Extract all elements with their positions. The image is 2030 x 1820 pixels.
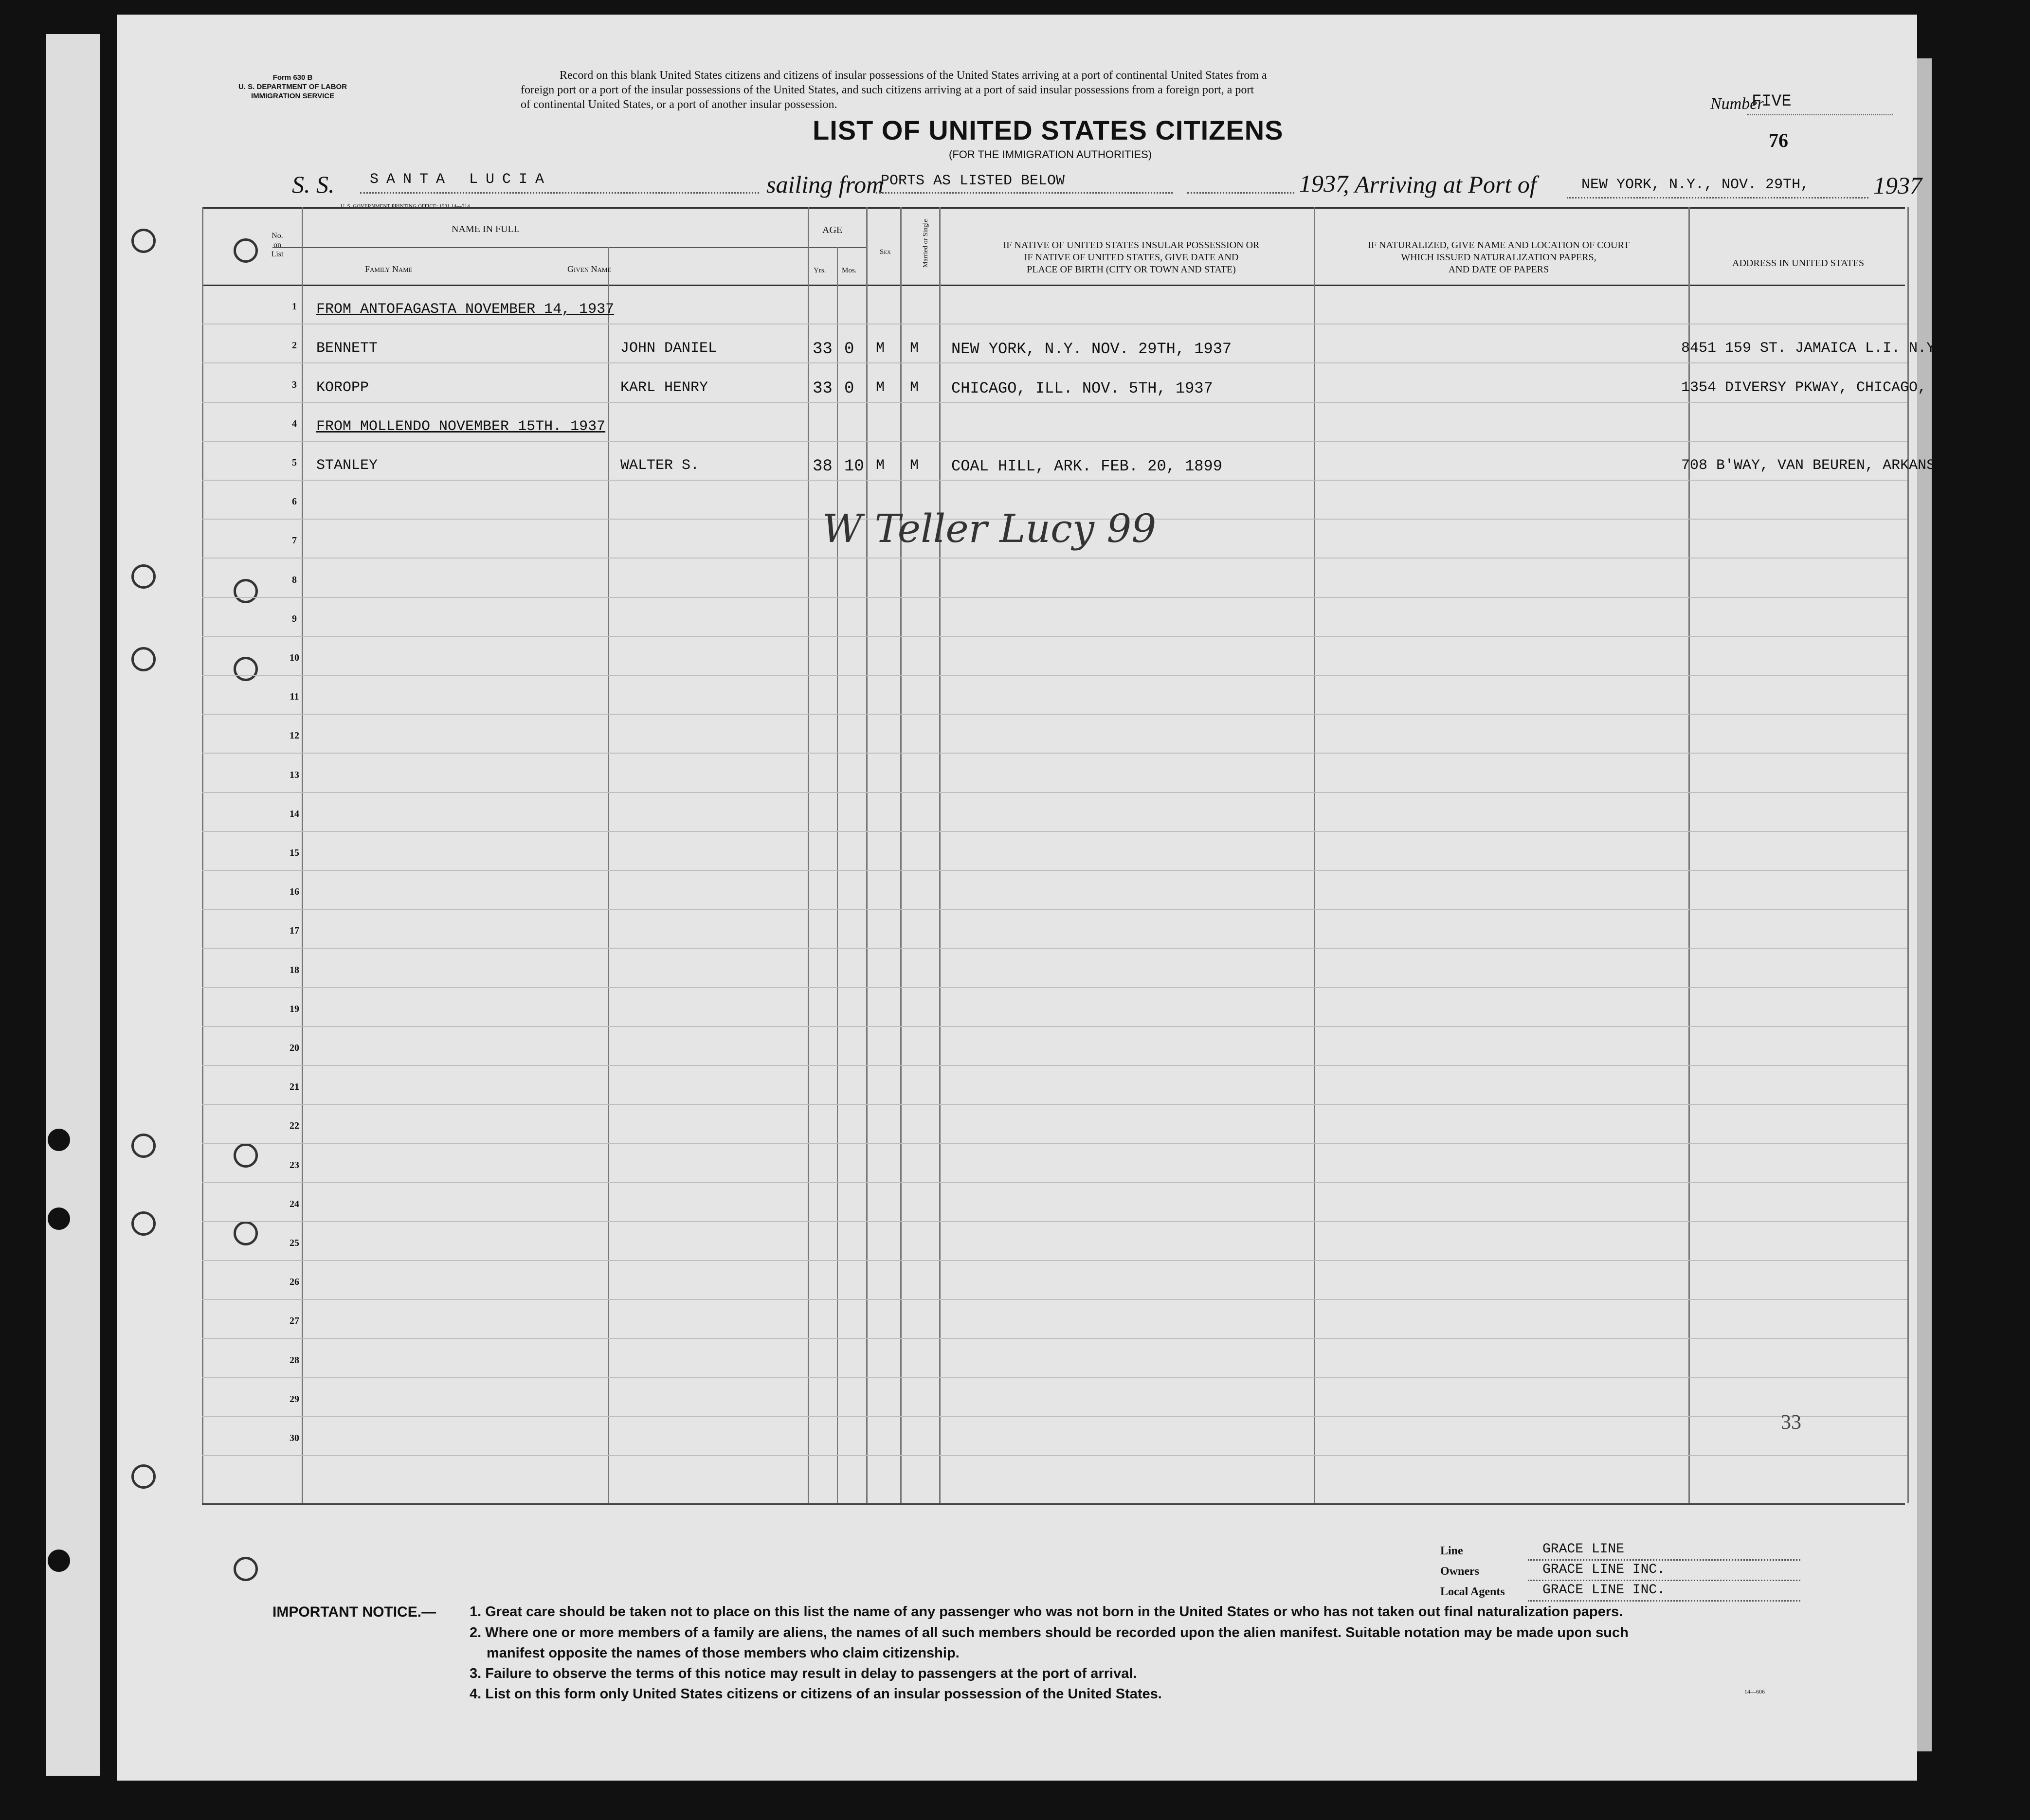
binding-hole (48, 1550, 70, 1572)
notice-item-2-cont: manifest opposite the names of those members who claim citizenship. (487, 1645, 960, 1661)
table-row (202, 1338, 1907, 1378)
notice-label: IMPORTANT NOTICE.— (272, 1604, 436, 1620)
table-row (202, 1182, 1907, 1222)
punch-hole (131, 1134, 156, 1158)
section-row (202, 402, 1907, 442)
line-info-value: GRACE LINE INC. (1542, 1562, 1666, 1577)
married-single: M (910, 340, 919, 357)
row-number: 15 (290, 847, 299, 858)
binding-hole (48, 1129, 70, 1151)
tally-number: 33 (1781, 1411, 1801, 1434)
table-row (202, 831, 1907, 871)
instructions: Record on this blank United States citizens and citizens of insular possessions of the United States arriving at a port of continental United States from a foreign port or a port of the insular possessions of the United States, and such citizens arriving at a port of said insular possessions from a foreign port, a port of continental United States, or a port of another insular possession. (521, 69, 1267, 111)
table-row (202, 441, 1953, 481)
column-rule (1907, 207, 1909, 1503)
section-heading: FROM MOLLENDO NOVEMBER 15TH. 1937 (316, 418, 606, 435)
punch-hole (131, 647, 156, 671)
birth-place-date: NEW YORK, N.Y. NOV. 29TH, 1937 (951, 340, 1232, 359)
col-header-naturalized: IF NATURALIZED, GIVE NAME AND LOCATION OF COURT WHICH ISSUED NATURALIZATION PAPERS, AND DATE OF PAPERS (1368, 240, 1630, 275)
printer-note: U. S. GOVERNMENT PRINTING OFFICE: 1931 14—214 (341, 203, 470, 209)
left-page-edge (46, 34, 100, 1776)
table-row (202, 948, 1907, 988)
row-number: 20 (290, 1042, 299, 1053)
family-name: BENNETT (316, 340, 378, 357)
row-number: 18 (290, 964, 299, 975)
line-info-label: Owners (1440, 1565, 1479, 1578)
notice-item-4: 4. List on this form only United States citizens or citizens of an insular possession of the United States. (470, 1686, 1162, 1702)
punch-hole (234, 238, 258, 263)
married-single: M (910, 379, 919, 396)
table-row (202, 1299, 1907, 1339)
line-info-value: GRACE LINE (1542, 1542, 1625, 1557)
us-address: 1354 DIVERSY PKWAY, CHICAGO, ILL. (1681, 379, 1971, 396)
age-months: 0 (844, 379, 854, 398)
form-code: 14—606 (1744, 1688, 1765, 1695)
given-name: KARL HENRY (620, 379, 708, 396)
notice-item-3: 3. Failure to observe the terms of this notice may result in delay to passengers at the port of arrival. (470, 1666, 1137, 1681)
ss-label: S. S. (292, 171, 335, 198)
row-number: 4 (292, 418, 297, 429)
birth-place-date: COAL HILL, ARK. FEB. 20, 1899 (951, 457, 1222, 475)
row-number: 6 (292, 496, 297, 507)
table-row (202, 870, 1907, 910)
line-info-label: Local Agents (1440, 1586, 1505, 1598)
notice-item-2: 2. Where one or more members of a family are aliens, the names of all such members should be recorded upon the alien manifest. Suitable notation may be made upon such (470, 1625, 1629, 1640)
col-header-age: AGE (822, 225, 843, 235)
table-row (202, 792, 1907, 832)
col-header-birth: IF NATIVE OF UNITED STATES INSULAR POSSESSION OR IF NATIVE OF UNITED STATES, GIVE DATE AND PLACE OF BIRTH (CITY OR TOWN AND STATE) (1003, 240, 1260, 275)
right-page-edge (1917, 58, 1932, 1751)
number-label: Number (1710, 95, 1764, 113)
section-row (202, 285, 1907, 324)
given-name: WALTER S. (620, 457, 700, 474)
row-number: 17 (290, 925, 299, 937)
manifest-sheet (117, 15, 1971, 1781)
age-years: 33 (813, 340, 833, 359)
us-address: 708 B'WAY, VAN BEUREN, ARKANSAS (1681, 457, 1953, 474)
col-header-yrs: Yrs. (814, 267, 826, 274)
binding-hole (48, 1207, 70, 1230)
line-info-value: GRACE LINE INC. (1542, 1583, 1666, 1598)
table-row (202, 753, 1907, 793)
page-subtitle: (FOR THE IMMIGRATION AUTHORITIES) (949, 148, 1152, 161)
table-row (202, 362, 1971, 402)
table-row (202, 324, 1944, 363)
table-row (202, 1026, 1907, 1066)
punch-hole (131, 1464, 156, 1489)
table-row (202, 987, 1907, 1027)
table-row (202, 1416, 1907, 1456)
col-header-sex: Sex (880, 248, 891, 256)
col-header-name: NAME IN FULL (452, 224, 520, 234)
table-row (202, 1065, 1907, 1105)
row-number: 7 (292, 535, 297, 546)
table-row (202, 714, 1907, 754)
table-row (202, 636, 1907, 676)
row-number: 2 (292, 340, 297, 351)
row-number: 30 (290, 1432, 299, 1443)
page-number: 76 (1769, 129, 1788, 151)
col-header-mos: Mos. (842, 267, 857, 274)
table-row (202, 1377, 1907, 1417)
row-number: 19 (290, 1003, 299, 1014)
row-number: 21 (290, 1081, 299, 1093)
us-address: 8451 159 ST. JAMAICA L.I. N.Y. (1681, 340, 1944, 357)
row-number: 16 (290, 886, 299, 898)
table-row (202, 675, 1907, 715)
ship-name: SANTA LUCIA (370, 171, 552, 188)
row-number: 25 (290, 1237, 299, 1248)
page-title: LIST OF UNITED STATES CITIZENS (813, 115, 1284, 145)
row-number: 12 (290, 730, 299, 741)
sailing-from: PORTS AS LISTED BELOW (881, 173, 1065, 189)
sex: M (876, 379, 885, 396)
sex: M (876, 457, 885, 474)
row-number: 11 (290, 691, 299, 703)
line-info-label: Line (1440, 1545, 1463, 1557)
col-header-address: ADDRESS IN UNITED STATES (1732, 258, 1865, 269)
table-row (202, 909, 1907, 949)
col-header-family: Family Name (365, 264, 413, 274)
number-value: FIVE (1752, 92, 1792, 111)
section-heading: FROM ANTOFAGASTA NOVEMBER 14, 1937 (316, 301, 615, 318)
sex: M (876, 340, 885, 357)
row-number: 10 (290, 652, 299, 663)
form-id: Form 630 B U. S. DEPARTMENT OF LABOR IMMIGRATION SERVICE (238, 73, 347, 100)
arrival-year: 1937 (1873, 172, 1922, 199)
row-number: 22 (290, 1120, 299, 1132)
age-years: 33 (813, 379, 833, 398)
row-number: 27 (290, 1315, 299, 1327)
row-number: 9 (292, 613, 297, 624)
row-number: 3 (292, 379, 297, 390)
birth-place-date: CHICAGO, ILL. NOV. 5TH, 1937 (951, 379, 1213, 397)
row-number: 26 (290, 1277, 299, 1288)
family-name: STANLEY (316, 457, 378, 474)
table-row (202, 1221, 1907, 1261)
row-number: 23 (290, 1159, 299, 1171)
row-number: 28 (290, 1354, 299, 1366)
table-row (202, 558, 1907, 597)
punch-hole (131, 564, 156, 589)
handwritten-note: W Teller Lucy 99 (822, 506, 1157, 551)
sailing-label: sailing from (766, 171, 884, 198)
punch-hole (234, 1557, 258, 1581)
table-row (202, 597, 1907, 637)
row-number: 14 (290, 808, 299, 819)
age-months: 0 (844, 340, 854, 359)
sailing-year: 1937 (1299, 170, 1348, 197)
row-number: 29 (290, 1393, 299, 1405)
punch-hole (131, 229, 156, 253)
given-name: JOHN DANIEL (620, 340, 717, 357)
punch-hole (131, 1211, 156, 1236)
row-number: 5 (292, 457, 297, 468)
col-header-given: Given Name (567, 264, 612, 274)
table-row (202, 1260, 1907, 1300)
row-number: 1 (292, 301, 297, 312)
family-name: KOROPP (316, 379, 369, 396)
notice-item-1: 1. Great care should be taken not to place on this list the name of any passenger who was not born in the United States or who has not taken out final naturalization papers. (470, 1604, 1623, 1620)
table-row (202, 1143, 1907, 1183)
married-single: M (910, 457, 919, 474)
row-number: 24 (290, 1198, 299, 1209)
arrival-port: NEW YORK, N.Y., NOV. 29TH, (1581, 177, 1810, 193)
col-header-married: Married or Single (922, 219, 929, 268)
table-row (202, 1104, 1907, 1144)
arriving-label: , Arriving at Port of (1343, 171, 1537, 198)
row-number: 8 (292, 574, 297, 585)
row-number: 13 (290, 769, 299, 780)
age-months: 10 (844, 457, 864, 476)
col-header-no: No. on List (271, 232, 284, 258)
age-years: 38 (813, 457, 833, 476)
